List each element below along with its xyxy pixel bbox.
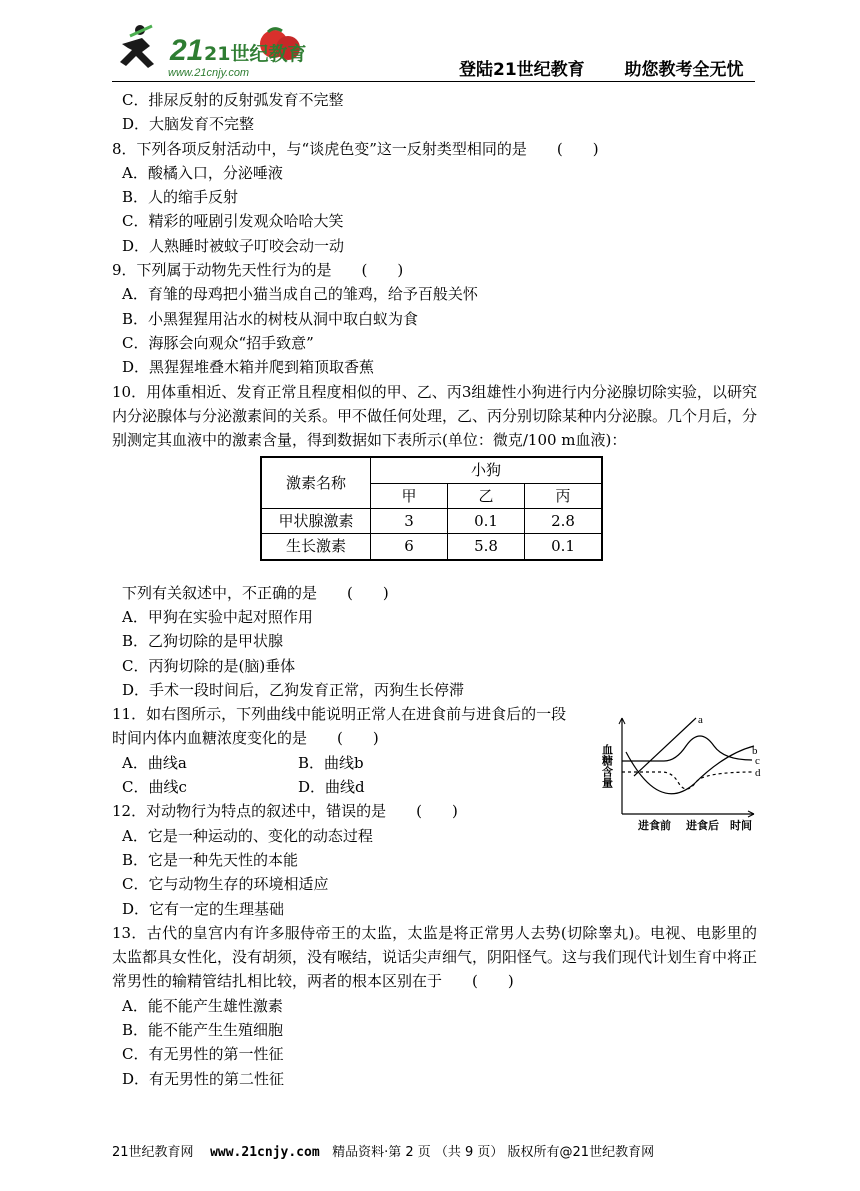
footer-site: 21世纪教育网	[112, 1145, 194, 1160]
blood-sugar-graph	[600, 714, 764, 834]
q10-stem: 10．用体重相近、发育正常且程度相似的甲、乙、丙3组雄性小狗进行内分泌腺切除实验，以研究内分泌腺体与分泌激素间的关系。甲不做任何处理，乙、丙分别切除某种内分泌腺。几个月后，分别测定其血液中的激素含量，得到数据如下表所示(单位：微克/100 m血液)：	[112, 382, 758, 450]
q8-stem: 8．下列各项反射活动中，与“谈虎色变”这一反射类型相同的是 ( )	[112, 139, 599, 158]
q11-option-b: B．曲线b	[298, 753, 364, 772]
table-row	[261, 509, 602, 534]
curve-a	[634, 718, 696, 776]
q7-option-d: D．大脑发育不完整	[122, 115, 255, 134]
curve-d	[622, 772, 754, 789]
q11-stem-line2: 时间内体内血糖浓度变化的是 ( )	[112, 729, 379, 748]
table-col-header: 甲	[371, 483, 448, 508]
q10-sub-stem: 下列有关叙述中，不正确的是 ( )	[122, 583, 389, 602]
table-row	[261, 534, 602, 560]
q12-option-b: B．它是一种先天性的本能	[122, 850, 299, 869]
q11-stem-line1: 11．如右图所示，下列曲线中能说明正常人在进食前与进食后的一段	[112, 705, 567, 724]
table-cell: 0.1	[448, 509, 525, 534]
q9-option-d: D．黑猩猩堆叠木箱并爬到箱顶取香蕉	[122, 358, 375, 377]
header-rule	[112, 81, 755, 82]
svg-text:21: 21	[170, 34, 204, 67]
site-logo	[112, 22, 312, 84]
question-content	[112, 88, 757, 1091]
table-corner: 激素名称	[261, 457, 371, 508]
q8-option-c: C．精彩的哑剧引发观众哈哈大笑	[122, 212, 344, 231]
graph-xlabel-time: 时间	[730, 819, 752, 832]
q11-option-a: A．曲线a	[122, 753, 187, 772]
q13-stem: 13．古代的皇宫内有许多服侍帝王的太监，太监是将正常男人去势(切除睾丸)。电视、电影里的太监都具女性化，没有胡须，没有喉结，说话尖声细气，阴阳怪气。这与我们现代计划生育中将正常男性的输精管结扎相比较，两者的根本区别在于 ( )	[112, 923, 758, 991]
logo-url: www.21cnjy.com	[168, 67, 250, 79]
header-slogan	[459, 55, 744, 80]
q8-option-b: B．人的缩手反射	[122, 188, 239, 207]
table-row-name: 甲状腺激素	[261, 509, 371, 534]
q12-option-c: C．它与动物生存的环境相适应	[122, 875, 329, 894]
table-cell: 6	[371, 534, 448, 560]
q13-option-c: C．有无男性的第一性征	[122, 1045, 284, 1064]
q12-option-a: A．它是一种运动的、变化的动态过程	[122, 826, 373, 845]
footer-url[interactable]: www.21cnjy.com	[210, 1145, 320, 1160]
curve-label: b	[752, 745, 758, 757]
q7-option-c: C．排尿反射的反射弧发育不完整	[122, 91, 344, 109]
q12-stem: 12．对动物行为特点的叙述中，错误的是 ( )	[112, 802, 458, 821]
page-header	[0, 0, 860, 85]
curve-b	[622, 736, 752, 761]
curve-c	[626, 746, 754, 794]
q11-option-d: D．曲线d	[298, 778, 365, 797]
table-group-header: 小狗	[371, 457, 603, 483]
q12-option-d: D．它有一定的生理基础	[122, 899, 285, 918]
table-row-name: 生长激素	[261, 534, 371, 560]
slogan-left: 登陆21世纪教育	[459, 60, 585, 80]
q13-option-d: D．有无男性的第二性征	[122, 1069, 285, 1088]
slogan-right: 助您教考全无忧	[624, 60, 744, 80]
q10-option-a: A．甲狗在实验中起对照作用	[122, 607, 313, 626]
q11-option-c: C．曲线c	[122, 778, 187, 797]
q10-option-d: D．手术一段时间后，乙狗发育正常，丙狗生长停滞	[122, 680, 465, 699]
q9-stem: 9．下列属于动物先天性行为的是 ( )	[112, 261, 404, 280]
curve-label: a	[698, 714, 703, 726]
table-cell: 2.8	[525, 509, 603, 534]
curve-label: d	[755, 767, 761, 779]
q9-option-b: B．小黑猩猩用沾水的树枝从洞中取白蚁为食	[122, 309, 419, 328]
curve-label: c	[755, 755, 760, 767]
hormone-table	[260, 456, 603, 560]
q8-option-d: D．人熟睡时被蚊子叮咬会动一动	[122, 236, 345, 255]
q8-option-a: A．酸橘入口，分泌唾液	[122, 163, 283, 182]
table-cell: 5.8	[448, 534, 525, 560]
graph-xlabel-before: 进食前	[638, 819, 671, 832]
q13-option-a: A．能不能产生雄性激素	[122, 996, 283, 1015]
graph-xlabel-after: 进食后	[686, 819, 719, 832]
q10-option-c: C．丙狗切除的是(脑)垂体	[122, 656, 296, 675]
table-col-header: 丙	[525, 483, 603, 508]
graph-ylabel: 血糖含量	[600, 744, 614, 788]
logo-text: 21世纪教育	[204, 43, 307, 65]
q13-option-b: B．能不能产生生殖细胞	[122, 1020, 284, 1039]
table-cell: 3	[371, 509, 448, 534]
table-cell: 0.1	[525, 534, 603, 560]
footer-page-info: 精品资料·第 2 页 （共 9 页） 版权所有@21世纪教育网	[332, 1145, 655, 1160]
q9-option-a: A．育雏的母鸡把小猫当成自己的雏鸡，给予百般关怀	[122, 285, 478, 304]
page-footer	[112, 1141, 654, 1160]
q10-option-b: B．乙狗切除的是甲状腺	[122, 632, 284, 651]
q9-option-c: C．海豚会向观众“招手致意”	[122, 333, 314, 352]
table-col-header: 乙	[448, 483, 525, 508]
